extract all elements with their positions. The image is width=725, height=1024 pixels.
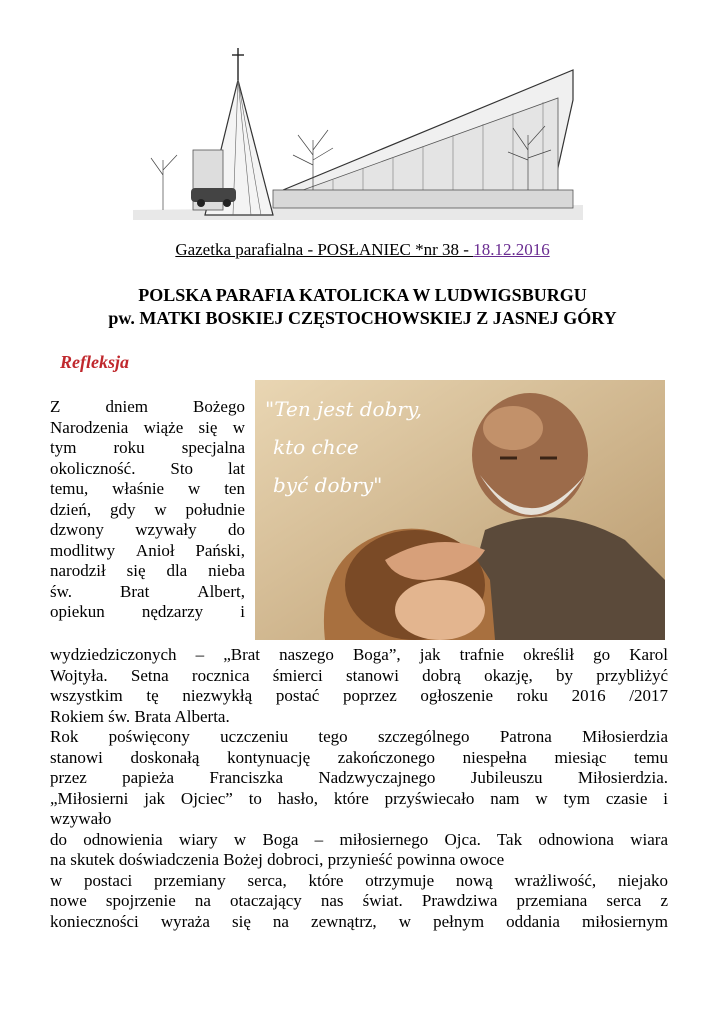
column-word: tym [50,438,77,457]
column-word: dzwony [50,520,104,539]
column-word: temu, [50,479,89,498]
column-word: Albert, [197,581,245,601]
parish-title: POLSKA PARAFIA KATOLICKA W LUDWIGSBURGU [138,285,587,305]
column-word: wzywały [135,520,197,539]
column-word: w [154,499,167,519]
column-word: dzień, [50,499,92,519]
parish-subtitle: pw. MATKI BOSKIEJ CZĘSTOCHOWSKIEJ Z JASNEJ GÓRY [108,308,617,328]
quote-line-3: być dobry" [273,473,383,497]
column-line [50,520,245,541]
column-word: się [126,561,146,580]
article-body [50,645,668,932]
column-word: wiąże [143,417,184,437]
gazetka-label: Gazetka parafialna - POSŁANIEC *nr 38 - [175,240,474,259]
column-word: południe [185,499,245,519]
column-line [50,418,245,439]
column-line [50,459,245,480]
column-word: nędzarzy [141,602,204,621]
column-line [50,438,245,459]
column-word: dniem [105,397,148,416]
column-word: narodził [50,561,106,580]
column-word: się [198,417,218,437]
column-word: lat [227,458,245,478]
column-word: gdy [109,499,136,519]
column-word: roku [113,438,145,457]
column-word: ten [224,479,245,498]
article-line: stanowi doskonałą kontynuację zakończonego niespełna miesiąc temu [50,747,668,767]
column-word: modlitwy [50,540,116,560]
column-word: Anioł [135,540,175,560]
column-word: Bożego [193,397,245,416]
column-word: w [188,479,201,498]
article-line: przez papieża Franciszka Nadzwyczajnego Jubileuszu Miłosierdzia. [50,768,668,787]
column-word: Sto [170,458,194,478]
column-line [50,397,245,418]
quote-line-1: "Ten jest dobry, [265,397,422,421]
column-word: nieba [208,561,245,580]
gazetka-header-line [0,240,725,260]
column-word: specjalna [181,438,245,457]
column-word: właśnie [112,479,165,498]
article-line: wydziedziczonych – „Brat naszego Boga”, jak trafnie określił go Karol [50,645,668,664]
column-line [50,561,245,582]
article-line: Rokiem św. Brata Alberta. [50,706,230,726]
column-line [50,582,245,603]
article-line: w postaci przemiany serca, które otrzymuje nową wrażliwość, niejako [50,870,668,890]
article-line: „Miłosierni jak Ojciec” to hasło, które przyświecało nam w tym czasie i [50,788,668,808]
brother-albert-painting [255,380,665,640]
article-intro-column [50,397,245,623]
church-sketch-image [133,40,583,220]
quote-line-2: kto chce [273,435,359,459]
column-line [50,602,245,623]
column-word: do [227,520,245,539]
column-word: Z [50,397,61,416]
column-word: dla [166,561,188,580]
column-word: św. [50,581,73,601]
column-word: i [240,602,245,621]
article-line: nowe spojrzenie na otaczający nas świat. Prawdziwa przemiana serca z [50,891,668,910]
article-line: do odnowienia wiary w Boga – miłosiernego Ojca. Tak odnowiona wiara [50,829,668,849]
article-line: Rok poświęcony uczczeniu tego szczególnego Patrona Miłosierdzia [50,727,668,746]
article-line: konieczności wyraża się na zewnątrz, w pełnym oddania miłosiernym [50,911,668,931]
column-word: Pański, [195,540,245,560]
article-line: wszystkim tę niezwykłą postać poprzez ogłoszenie roku 2016 /2017 [50,686,668,705]
column-line [50,541,245,562]
column-word: Brat [120,581,150,601]
article-line: wzywało [50,809,112,828]
column-word: okoliczność. [50,458,136,478]
article-line: Wojtyła. Setna rocznica śmierci stanowi dobrą okazję, by przybliżyć [50,665,668,685]
column-word: w [232,417,245,437]
section-heading: Refleksja [60,352,129,372]
gazetka-date: 18.12.2016 [473,240,550,259]
column-line [50,479,245,500]
column-word: Narodzenia [50,417,129,437]
article-line: na skutek doświadczenia Bożej dobroci, przynieść powinna owoce [50,850,505,869]
column-line [50,500,245,521]
column-word: opiekun [50,602,105,621]
